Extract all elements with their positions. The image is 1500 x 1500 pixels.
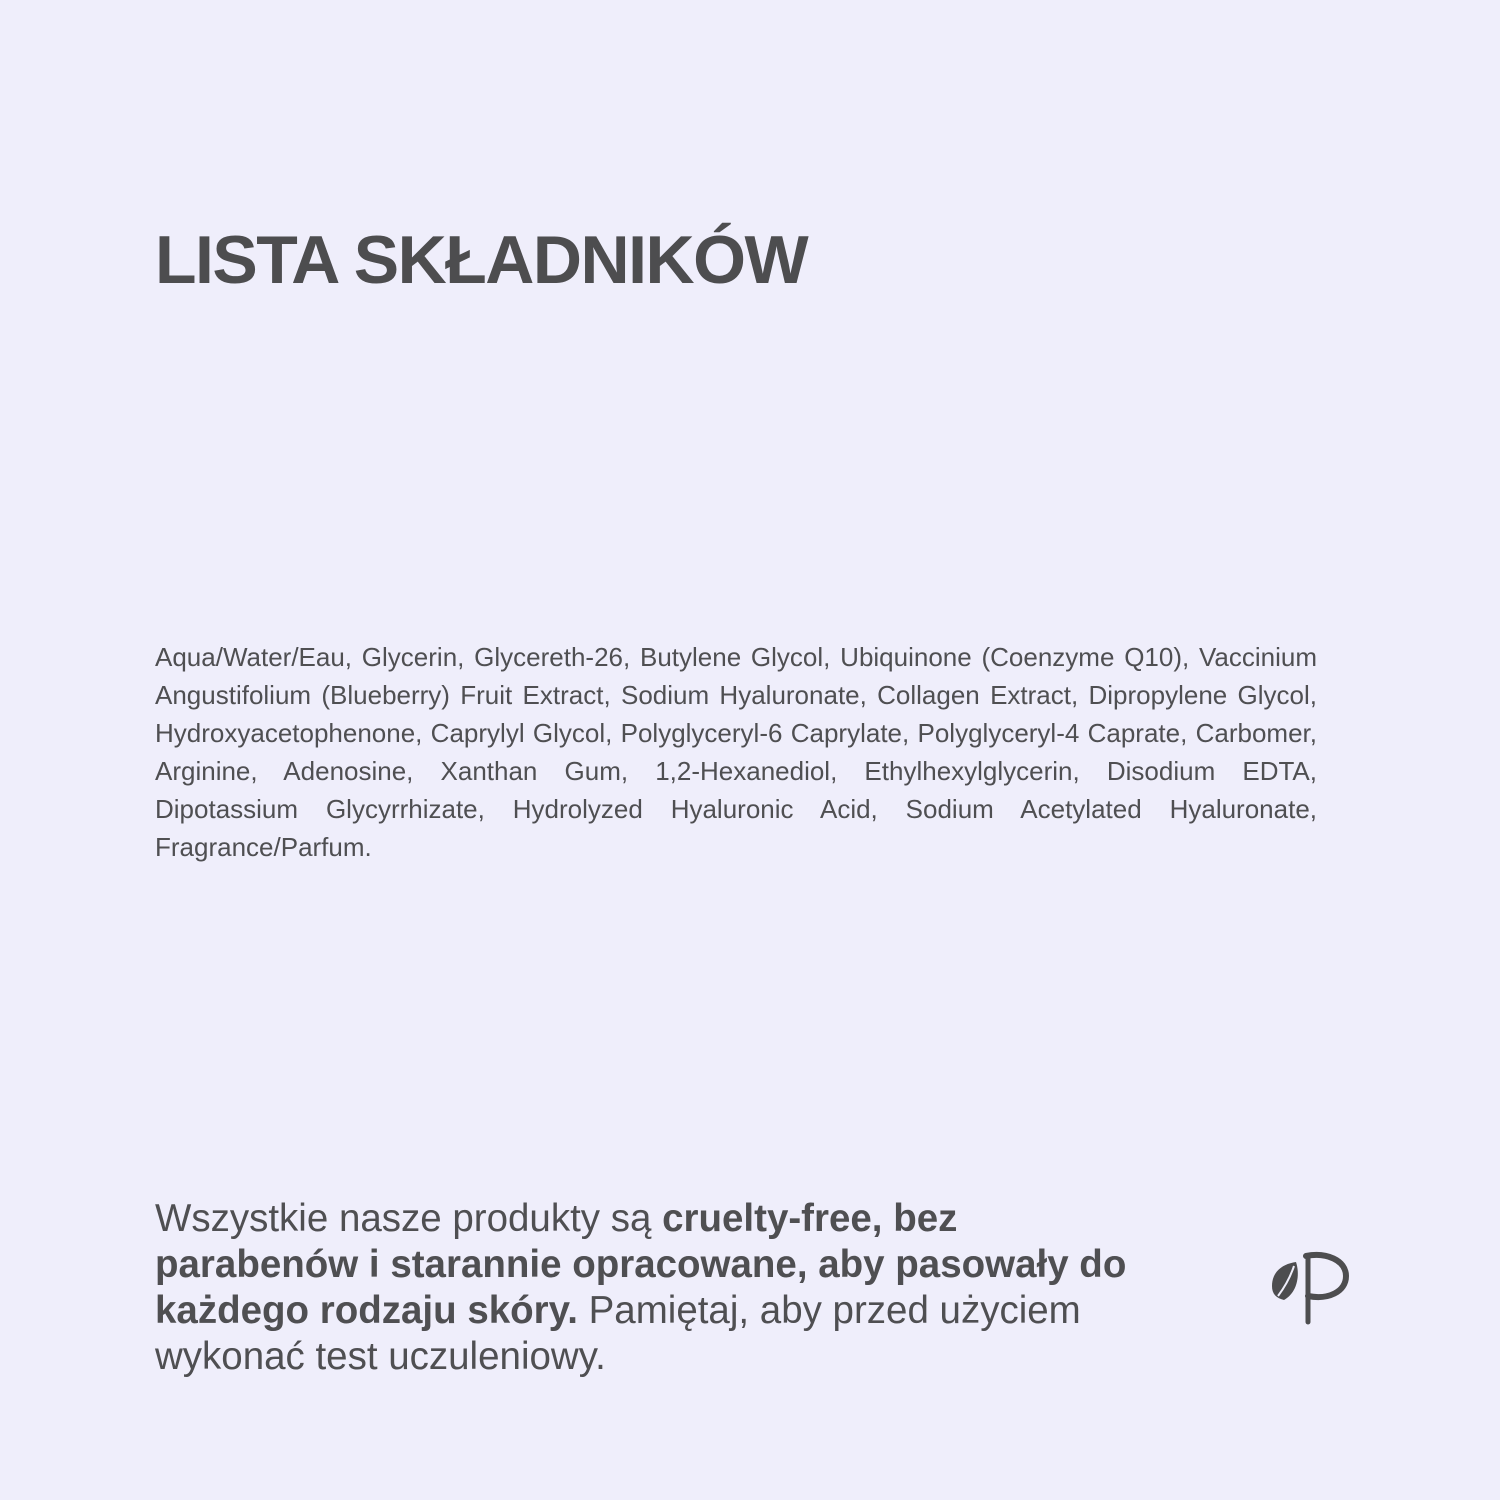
footer-note-intro: Wszystkie nasze produkty są <box>155 1197 663 1240</box>
leaf-p-monogram-icon <box>1268 1246 1350 1326</box>
footer-note-outro: Pamiętaj, aby przed użyciem wykonać test uczuleniowy. <box>155 1289 1081 1378</box>
footer-note-highlight: cruelty-free, bez parabenów i starannie opracowane, aby pasowały do każdego rodzaju skóry. <box>155 1197 1127 1332</box>
footer-note <box>155 1196 1145 1380</box>
ingredients-list: Aqua/Water/Eau, Glycerin, Glycereth-26, Butylene Glycol, Ubiquinone (Coenzyme Q10), Vaccinium Angustifolium (Blueberry) Fruit Extract, Sodium Hyaluronate, Collagen Extract, Dipropylene Glycol, Hydroxyacetophenone, Caprylyl Glycol, Polyglyceryl-6 Caprylate, Polyglyceryl-4 Caprate, Carbomer, Arginine, Adenosine, Xanthan Gum, 1,2-Hexanediol, Ethylhexylglycerin, Disodium EDTA, Dipotassium Glycyrrhizate, Hydrolyzed Hyaluronic Acid, Sodium Acetylated Hyaluronate, Fragrance/Parfum. <box>155 642 1317 862</box>
page-title: LISTA SKŁADNIKÓW <box>155 222 808 298</box>
